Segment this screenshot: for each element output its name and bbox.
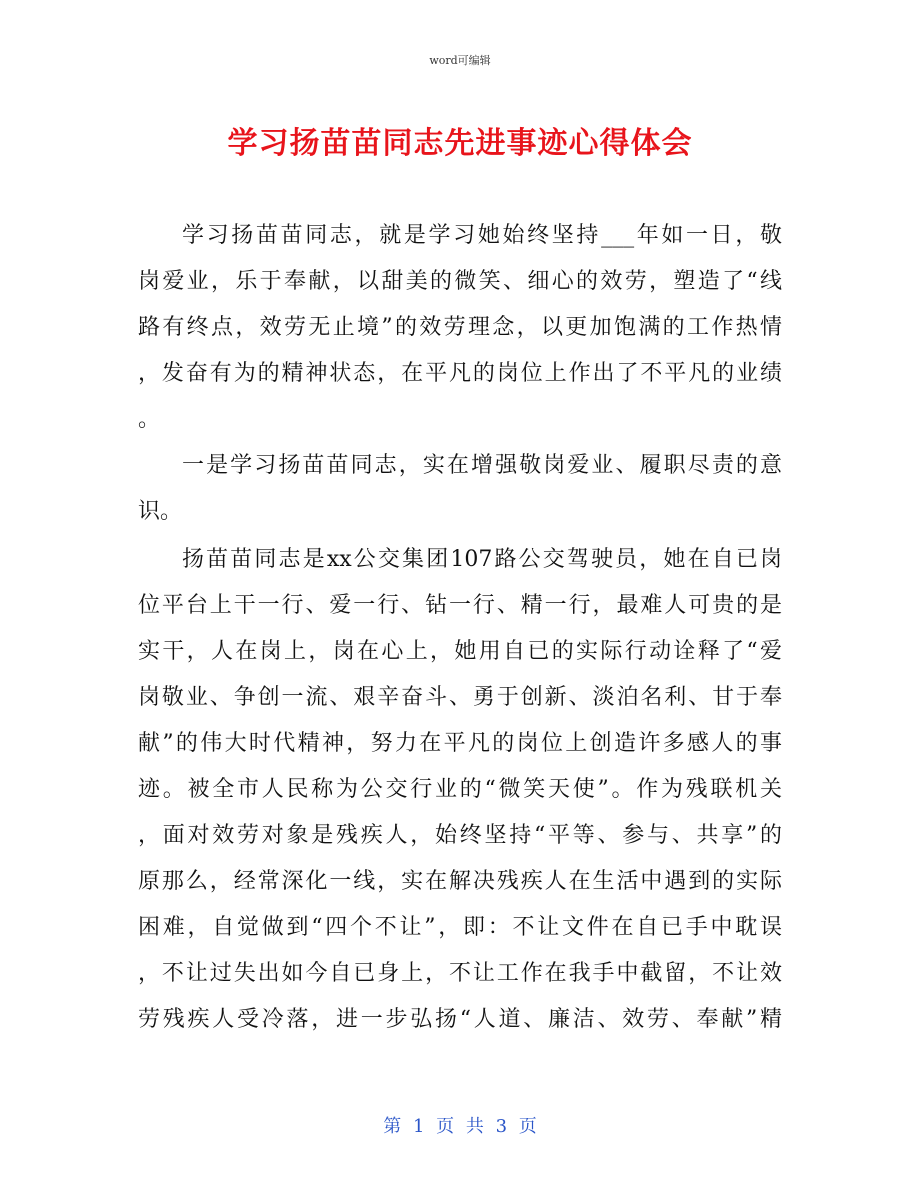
document-title: 学习扬苗苗同志先进事迹心得体会 bbox=[227, 126, 693, 161]
body-line: ，发奋有为的精神状态，在平凡的岗位上作出了不平凡的业绩 bbox=[138, 361, 782, 386]
body-line: 识。 bbox=[138, 499, 183, 524]
body-line: 岗敬业、争创一流、艰辛奋斗、勇于创新、淡泊名利、甘于奉 bbox=[138, 685, 782, 710]
body-line: 扬苗苗同志是xx公交集团107路公交驾驶员，她在自已岗 bbox=[182, 547, 782, 572]
body-line: 迹。被全市人民称为公交行业的“微笑天使”。作为残联机关 bbox=[138, 777, 782, 802]
body-line: 原那么，经常深化一线，实在解决残疾人在生活中遇到的实际 bbox=[138, 869, 782, 894]
body-line: ，面对效劳对象是残疾人，始终坚持“平等、参与、共享”的 bbox=[138, 823, 782, 848]
body-line: 位平台上干一行、爱一行、钻一行、精一行，最难人可贵的是 bbox=[138, 593, 782, 618]
body-line: 困难，自觉做到“四个不让”，即：不让文件在自已手中耽误 bbox=[138, 915, 782, 940]
page-header: word可编辑 bbox=[429, 54, 491, 67]
body-line: 岗爱业，乐于奉献，以甜美的微笑、细心的效劳，塑造了“线 bbox=[138, 269, 782, 294]
body-line: ，不让过失出如今自已身上，不让工作在我手中截留，不让效 bbox=[138, 961, 782, 986]
body-line: 劳残疾人受冷落，进一步弘扬“人道、廉洁、效劳、奉献”精 bbox=[138, 1007, 782, 1032]
body-line: 。 bbox=[138, 407, 161, 432]
body-line: 学习扬苗苗同志，就是学习她始终坚持___年如一日，敬 bbox=[182, 223, 782, 248]
body-line: 路有终点，效劳无止境”的效劳理念，以更加饱满的工作热情 bbox=[138, 315, 782, 340]
page-number-footer: 第 1 页 共 3 页 bbox=[383, 1116, 537, 1137]
body-line: 献”的伟大时代精神，努力在平凡的岗位上创造许多感人的事 bbox=[138, 731, 782, 756]
body-line: 一是学习扬苗苗同志，实在增强敬岗爱业、履职尽责的意 bbox=[182, 453, 782, 478]
body-line: 实干，人在岗上，岗在心上，她用自已的实际行动诠释了“爱 bbox=[138, 639, 782, 664]
